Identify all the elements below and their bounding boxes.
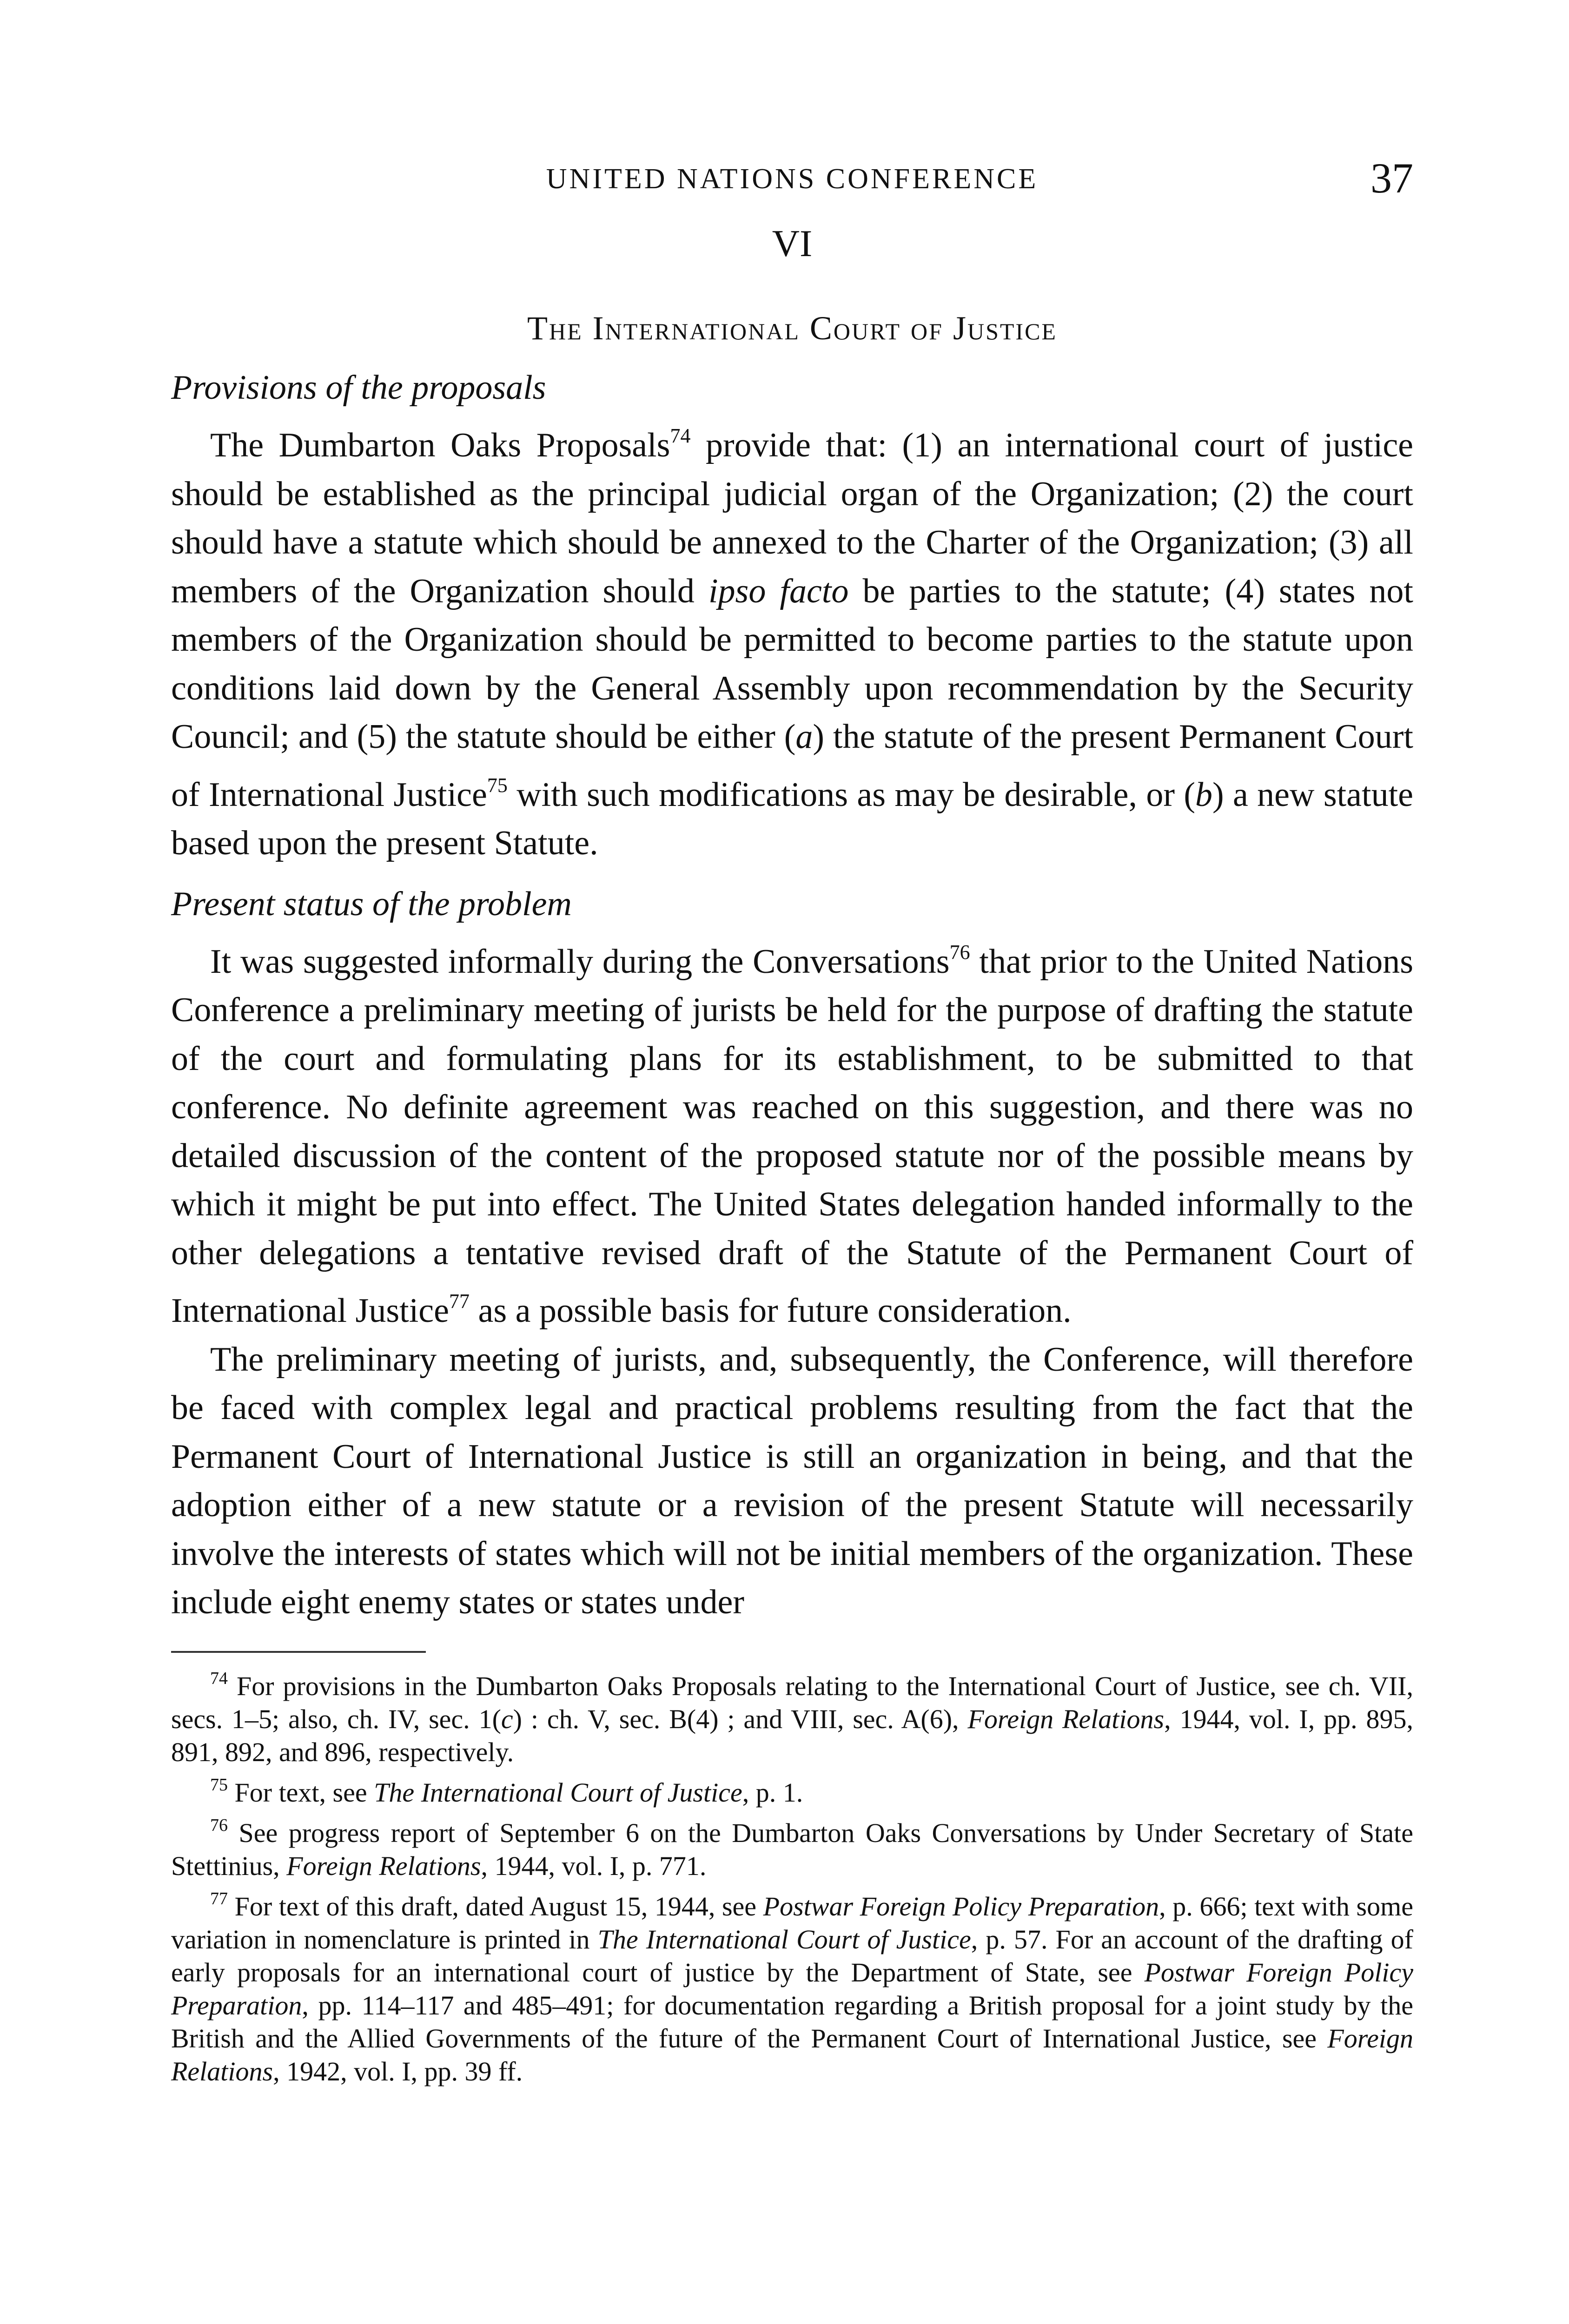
text-run: The Dumbarton Oaks Proposals — [210, 426, 670, 464]
paragraph-present-status-2: The preliminary meeting of jurists, and, subsequently, the Conference, will therefore be faced with complex legal and practical problems resulting from the fact that the Permanent Court of International Justice is still an organization in being, and that the adoption either of a new statute or a revision of the present Statute will necessarily involve the interests of states which will not be initial members of the organization. These include eight enemy states or states under — [171, 1340, 1413, 1621]
footnote-mark: 77 — [210, 1888, 228, 1908]
footnote-mark: 75 — [210, 1775, 228, 1795]
italic-letter: a — [795, 718, 813, 756]
italic-term: ipso facto — [708, 572, 849, 610]
text-run: , 1944, vol. I, pp. 895, 891, 892, and 896, respectively. — [171, 1703, 1413, 1767]
footnote-74 — [171, 1662, 1413, 1769]
document-page — [171, 153, 1413, 2088]
footnote-ref-75[interactable]: 75 — [487, 773, 508, 797]
chapter-title: The International Court of Justice — [527, 310, 1057, 347]
text-run: See progress report of September 6 on the Dumbarton Oaks Conversations by Under Secretary of State Stettinius, — [171, 1817, 1413, 1881]
footnote-75 — [171, 1769, 1413, 1809]
chapter-number: VI — [772, 222, 813, 264]
text-run: ) : ch. V, sec. B(4) ; and VIII, sec. A(6), — [513, 1703, 968, 1734]
citation-title: Postwar Foreign Policy Preparation — [171, 1957, 1413, 2020]
text-run: , pp. 114–117 and 485–491; for documentation regarding a British proposal for a joint study by the British and the Allied Governments of the future of the Permanent Court of International Justice, see — [171, 1990, 1413, 2053]
text-run: ) a new statute based upon the present Statute. — [171, 775, 1413, 862]
paragraph-present-status-1 — [171, 928, 1413, 1335]
text-run: It was suggested informally during the Conversations — [210, 942, 950, 981]
text-run: , p. 57. For an account of the drafting of early proposals for an international court of justice by the Department of State, see — [171, 1924, 1413, 1987]
text-run: be parties to the statute; (4) states not members of the Organization should be permitted to become parties to the statute upon conditions laid down by the General Assembly upon recommendation by the Security Council; and (5) the statute should be either ( — [171, 572, 1413, 756]
text-run: , p. 1. — [742, 1777, 803, 1808]
text-run: , 1944, vol. I, p. 771. — [481, 1850, 707, 1881]
section-heading-provisions: Provisions of the proposals — [171, 369, 546, 407]
running-head — [171, 153, 1413, 205]
footnote-divider — [171, 1651, 426, 1653]
footnote-77 — [171, 1882, 1413, 2088]
citation-title: Postwar Foreign Policy Preparation — [763, 1891, 1159, 1921]
citation-title: Foreign Relations — [286, 1850, 481, 1881]
footnote-76 — [171, 1809, 1413, 1882]
text-run: that prior to the United Nations Conference a preliminary meeting of jurists be held for the purpose of drafting the statute of the court and formulating plans for its establishment, to be submitted to that conference. No definite agreement was reached on this suggestion, and there was no detailed discussion of the content of the proposed statute nor of the possible means by which it might be put into effect. The United States delegation handed informally to the other delegations a tentative revised draft of the Statute of the Permanent Court of International Justice — [171, 942, 1413, 1330]
citation-title: The International Court of Justice — [374, 1777, 742, 1808]
text-run: provide that: (1) an international court of justice should be established as the principal judicial organ of the Organization; (2) the court should have a statute which should be annexed to the Charter of the Organization; (3) all members of the Organization should — [171, 426, 1414, 610]
italic-letter: b — [1195, 775, 1212, 814]
footnote-mark: 76 — [210, 1815, 228, 1835]
footnote-ref-74[interactable]: 74 — [670, 424, 691, 447]
italic-letter: c — [501, 1703, 513, 1734]
text-run: For provisions in the Dumbarton Oaks Proposals relating to the International Court of Justice, see ch. VII, secs. 1–5; also, ch. IV, sec. 1( — [171, 1670, 1413, 1734]
citation-title: Foreign Relations — [171, 2023, 1413, 2086]
text-run: ) the statute of the present Permanent Court of International Justice — [171, 718, 1413, 814]
text-run: with such modifications as may be desirable, or ( — [507, 775, 1195, 814]
section-heading-present-status: Present status of the problem — [171, 885, 572, 923]
footnote-ref-76[interactable]: 76 — [949, 940, 970, 964]
text-run: , p. 666; text with some variation in nomenclature is printed in — [171, 1891, 1413, 1954]
running-title: UNITED NATIONS CONFERENCE — [546, 163, 1039, 195]
text-run: For text, see — [228, 1777, 374, 1808]
text-run: For text of this draft, dated August 15, 1944, see — [228, 1891, 763, 1921]
page-number: 37 — [1370, 154, 1413, 202]
footnote-ref-77[interactable]: 77 — [449, 1290, 470, 1313]
citation-title: The International Court of Justice — [597, 1924, 971, 1954]
text-run: , 1942, vol. I, pp. 39 ff. — [273, 2056, 523, 2086]
citation-title: Foreign Relations — [967, 1703, 1165, 1734]
text-run: as a possible basis for future consideration. — [469, 1292, 1072, 1330]
footnote-mark: 74 — [210, 1668, 228, 1688]
footnotes — [171, 1662, 1413, 2088]
paragraph-provisions — [171, 412, 1413, 868]
